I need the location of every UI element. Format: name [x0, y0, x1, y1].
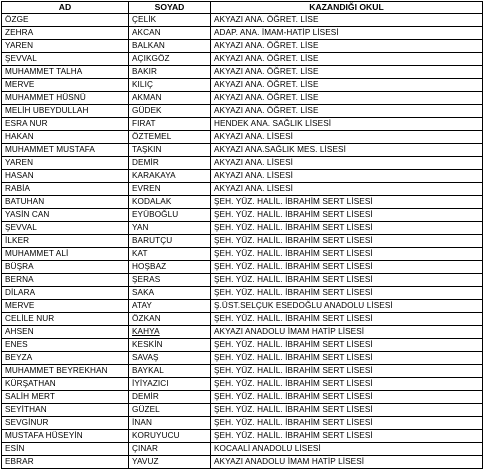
cell-soyad: ÇELİK [129, 14, 211, 27]
cell-soyad: HOŞBAZ [129, 261, 211, 274]
cell-soyad: İYİYAZICI [129, 378, 211, 391]
cell-ad: AHSEN [2, 326, 129, 339]
table-row [2, 235, 483, 248]
cell-okul: AKYAZI ANA. ÖĞRET. LİSE [211, 92, 483, 105]
cell-soyad: KARAKAYA [129, 170, 211, 183]
cell-soyad: AÇIKGÖZ [129, 53, 211, 66]
cell-soyad: SAKA [129, 287, 211, 300]
cell-ad: ESRA NUR [2, 118, 129, 131]
cell-soyad: ÖZKAN [129, 313, 211, 326]
cell-ad: RABİA [2, 183, 129, 196]
cell-ad: BÜŞRA [2, 261, 129, 274]
cell-okul: ŞEH. YÜZ. HALİL. İBRAHİM SERT LİSESİ [211, 261, 483, 274]
cell-soyad: KESKİN [129, 339, 211, 352]
table-row [2, 79, 483, 92]
cell-ad: ÖZGE [2, 14, 129, 27]
table-row [2, 417, 483, 430]
cell-okul: ŞEH. YÜZ. HALİL. İBRAHİM SERT LİSESİ [211, 287, 483, 300]
table-row [2, 118, 483, 131]
cell-ad: MUHAMMET ALİ [2, 248, 129, 261]
cell-okul: AKYAZI ANA. ÖĞRET. LİSE [211, 105, 483, 118]
cell-ad: YAREN [2, 157, 129, 170]
cell-ad: SEYİTHAN [2, 404, 129, 417]
cell-ad: MUHAMMET BEYREKHAN [2, 365, 129, 378]
cell-okul: AKYAZI ANA. LİSESİ [211, 170, 483, 183]
cell-ad: ŞEVVAL [2, 222, 129, 235]
cell-soyad: KILIÇ [129, 79, 211, 92]
cell-soyad: ÖZTEMEL [129, 131, 211, 144]
cell-okul: ŞEH. YÜZ. HALİL. İBRAHİM SERT LİSESİ [211, 365, 483, 378]
cell-soyad: KODALAK [129, 196, 211, 209]
cell-ad: MUHAMMET TALHA [2, 66, 129, 79]
cell-okul: ŞEH. YÜZ. HALİL. İBRAHİM SERT LİSESİ [211, 378, 483, 391]
cell-ad: MELİH UBEYDULLAH [2, 105, 129, 118]
cell-okul: Ş.ÜST.SELÇUK ESEDOĞLU ANADOLU LİSESİ [211, 300, 483, 313]
cell-okul: AKYAZI ANA. LİSESİ [211, 183, 483, 196]
cell-ad: İLKER [2, 235, 129, 248]
cell-okul: ŞEH. YÜZ. HALİL. İBRAHİM SERT LİSESİ [211, 222, 483, 235]
table-row [2, 300, 483, 313]
header-row [2, 2, 483, 14]
cell-ad: SALİH MERT [2, 391, 129, 404]
table-row [2, 183, 483, 196]
table-row [2, 144, 483, 157]
cell-ad: CELİLE NUR [2, 313, 129, 326]
table-row [2, 222, 483, 235]
cell-ad: MUHAMMET MUSTAFA [2, 144, 129, 157]
cell-ad: ENES [2, 339, 129, 352]
cell-soyad: FIRAT [129, 118, 211, 131]
table-row [2, 404, 483, 417]
cell-soyad: BAYKAL [129, 365, 211, 378]
table-row [2, 365, 483, 378]
cell-soyad: EVREN [129, 183, 211, 196]
cell-okul: ŞEH. YÜZ. HALİL. İBRAHİM SERT LİSESİ [211, 352, 483, 365]
cell-soyad: GÜDEK [129, 105, 211, 118]
cell-ad: BEYZA [2, 352, 129, 365]
table-row [2, 105, 483, 118]
cell-okul: AKYAZI ANA. LİSESİ [211, 157, 483, 170]
cell-okul: ŞEH. YÜZ. HALİL. İBRAHİM SERT LİSESİ [211, 339, 483, 352]
cell-ad: DİLARA [2, 287, 129, 300]
cell-okul: ŞEH. YÜZ. HALİL. İBRAHİM SERT LİSESİ [211, 430, 483, 443]
cell-ad: BATUHAN [2, 196, 129, 209]
cell-okul: AKYAZI ANA. ÖĞRET. LİSE [211, 79, 483, 92]
cell-ad: ZEHRA [2, 27, 129, 40]
cell-ad: SEVGİNUR [2, 417, 129, 430]
table-row [2, 157, 483, 170]
table-row [2, 196, 483, 209]
table-row [2, 66, 483, 79]
cell-ad: KÜRŞATHAN [2, 378, 129, 391]
table-body [2, 14, 483, 469]
table-row [2, 131, 483, 144]
table-row [2, 92, 483, 105]
header-ad: AD [2, 2, 129, 14]
cell-soyad: DEMİR [129, 391, 211, 404]
cell-okul: HENDEK ANA. SAĞLIK LİSESİ [211, 118, 483, 131]
cell-ad: YASİN CAN [2, 209, 129, 222]
results-table [1, 1, 483, 469]
cell-soyad: BALKAN [129, 40, 211, 53]
cell-soyad: AKMAN [129, 92, 211, 105]
cell-ad: HAKAN [2, 131, 129, 144]
cell-okul: ŞEH. YÜZ. HALİL. İBRAHİM SERT LİSESİ [211, 196, 483, 209]
cell-ad: HASAN [2, 170, 129, 183]
cell-okul: KOCAALİ ANADOLU LİSESİ [211, 443, 483, 456]
cell-ad: YAREN [2, 40, 129, 53]
cell-okul: ŞEH. YÜZ. HALİL. İBRAHİM SERT LİSESİ [211, 209, 483, 222]
table-row [2, 313, 483, 326]
cell-soyad: KORUYUCU [129, 430, 211, 443]
cell-okul: ŞEH. YÜZ. HALİL. İBRAHİM SERT LİSESİ [211, 248, 483, 261]
cell-soyad: YAVUZ [129, 456, 211, 469]
table-row [2, 40, 483, 53]
table-row [2, 248, 483, 261]
cell-okul: ADAP. ANA. İMAM-HATİP LİSESİ [211, 27, 483, 40]
cell-ad: MERVE [2, 79, 129, 92]
table-row [2, 274, 483, 287]
cell-okul: ŞEH. YÜZ. HALİL. İBRAHİM SERT LİSESİ [211, 313, 483, 326]
cell-okul: AKYAZI ANADOLU İMAM HATİP LİSESİ [211, 326, 483, 339]
table-row [2, 443, 483, 456]
cell-soyad: EYÜBOĞLU [129, 209, 211, 222]
cell-okul: AKYAZI ANA.SAĞLIK MES. LİSESİ [211, 144, 483, 157]
cell-soyad: İNAN [129, 417, 211, 430]
table-row [2, 27, 483, 40]
cell-okul: AKYAZI ANADOLU İMAM HATİP LİSESİ [211, 456, 483, 469]
cell-soyad: BAKIR [129, 66, 211, 79]
cell-ad: ŞEVVAL [2, 53, 129, 66]
cell-soyad: BARUTÇU [129, 235, 211, 248]
header-okul: KAZANDIĞI OKUL [211, 2, 483, 14]
cell-soyad: ŞERAS [129, 274, 211, 287]
cell-soyad: KAHYA [129, 326, 211, 339]
cell-ad: MUSTAFA HÜSEYİN [2, 430, 129, 443]
table-row [2, 378, 483, 391]
table-row [2, 14, 483, 27]
cell-okul: ŞEH. YÜZ. HALİL. İBRAHİM SERT LİSESİ [211, 404, 483, 417]
table-row [2, 287, 483, 300]
cell-ad: MERVE [2, 300, 129, 313]
cell-okul: ŞEH. YÜZ. HALİL. İBRAHİM SERT LİSESİ [211, 235, 483, 248]
cell-okul: AKYAZI ANA. ÖĞRET. LİSE [211, 40, 483, 53]
cell-soyad: YAN [129, 222, 211, 235]
table-row [2, 430, 483, 443]
table-row [2, 209, 483, 222]
table-row [2, 456, 483, 469]
cell-soyad: ATAY [129, 300, 211, 313]
header-soyad: SOYAD [129, 2, 211, 14]
cell-soyad: AKCAN [129, 27, 211, 40]
cell-ad: ESİN [2, 443, 129, 456]
cell-okul: ŞEH. YÜZ. HALİL. İBRAHİM SERT LİSESİ [211, 417, 483, 430]
cell-okul: AKYAZI ANA. ÖĞRET. LİSE [211, 53, 483, 66]
table-row [2, 326, 483, 339]
cell-okul: AKYAZI ANA. ÖĞRET. LİSE [211, 66, 483, 79]
cell-soyad: ÇINAR [129, 443, 211, 456]
cell-okul: AKYAZI ANA. LİSESİ [211, 131, 483, 144]
cell-ad: BERNA [2, 274, 129, 287]
cell-okul: ŞEH. YÜZ. HALİL. İBRAHİM SERT LİSESİ [211, 391, 483, 404]
cell-okul: AKYAZI ANA. ÖĞRET. LİSE [211, 14, 483, 27]
table-row [2, 261, 483, 274]
cell-soyad: GÜZEL [129, 404, 211, 417]
table-row [2, 53, 483, 66]
cell-soyad: SAVAŞ [129, 352, 211, 365]
table-row [2, 391, 483, 404]
cell-soyad: KAT [129, 248, 211, 261]
table-row [2, 170, 483, 183]
cell-okul: ŞEH. YÜZ. HALİL. İBRAHİM SERT LİSESİ [211, 274, 483, 287]
cell-soyad: TAŞKIN [129, 144, 211, 157]
cell-ad: MUHAMMET HÜSNÜ [2, 92, 129, 105]
cell-ad: EBRAR [2, 456, 129, 469]
cell-soyad: DEMİR [129, 157, 211, 170]
table-row [2, 339, 483, 352]
table-row [2, 352, 483, 365]
